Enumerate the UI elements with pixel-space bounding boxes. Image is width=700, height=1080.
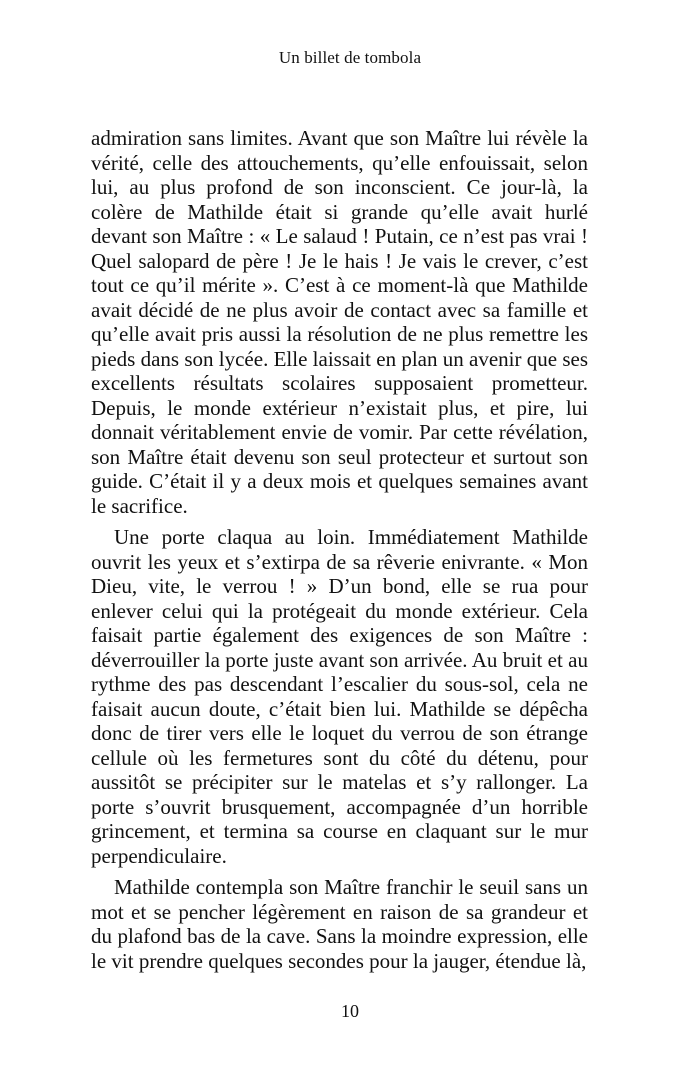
paragraph-3: Mathilde contempla son Maître franchir le seuil sans un mot et se pencher légèrement en raison de sa grandeur et du plafond bas de la cave. Sans la moindre expression, elle le vit prendre quelques secondes pour la jauger, étendue là, bbox=[91, 875, 588, 973]
paragraph-1: admiration sans limites. Avant que son Maître lui révèle la vérité, celle des attouchements, qu’elle enfouissait, selon lui, au plus profond de son inconscient. Ce jour-là, la colère de Mathilde était si grande qu’elle avait hurlé devant son Maître : « Le salaud ! Putain, ce n’est pas vrai ! Quel salopard de père ! Je le hais ! Je vais le crever, c’est tout ce qu’il mérite ». C’est à ce moment-là que Mathilde avait décidé de ne plus avoir de contact avec sa famille et qu’elle avait pris aussi la résolution de ne plus remettre les pieds dans son lycée. Elle laissait en plan un avenir que ses excellents résultats scolaires supposaient prometteur. Depuis, le monde extérieur n’existait plus, et pire, lui donnait véritablement envie de vomir. Par cette révélation, son Maître était devenu son seul protecteur et surtout son guide. C’était il y a deux mois et quelques semaines avant le sacrifice. bbox=[91, 126, 588, 518]
running-header-title: Un billet de tombola bbox=[278, 48, 422, 67]
body-text bbox=[91, 126, 588, 980]
page-number: 10 bbox=[341, 1001, 359, 1021]
paragraph-2: Une porte claqua au loin. Immédiatement Mathilde ouvrit les yeux et s’extirpa de sa rêverie enivrante. « Mon Dieu, vite, le verrou ! » D’un bond, elle se rua pour enlever celui qui la protégeait du monde extérieur. Cela faisait partie également des exigences de son Maître : déverrouiller la porte juste avant son arrivée. Au bruit et au rythme des pas descendant l’escalier du sous-sol, cela ne faisait aucun doute, c’était bien lui. Mathilde se dépêcha donc de tirer vers elle le loquet du verrou de son étrange cellule où les fermetures sont du côté du détenu, pour aussitôt se précipiter sur le matelas et s’y rallonger. La porte s’ouvrit brusquement, accompagnée d’un horrible grincement, et termina sa course en claquant sur le mur perpendiculaire. bbox=[91, 525, 588, 868]
